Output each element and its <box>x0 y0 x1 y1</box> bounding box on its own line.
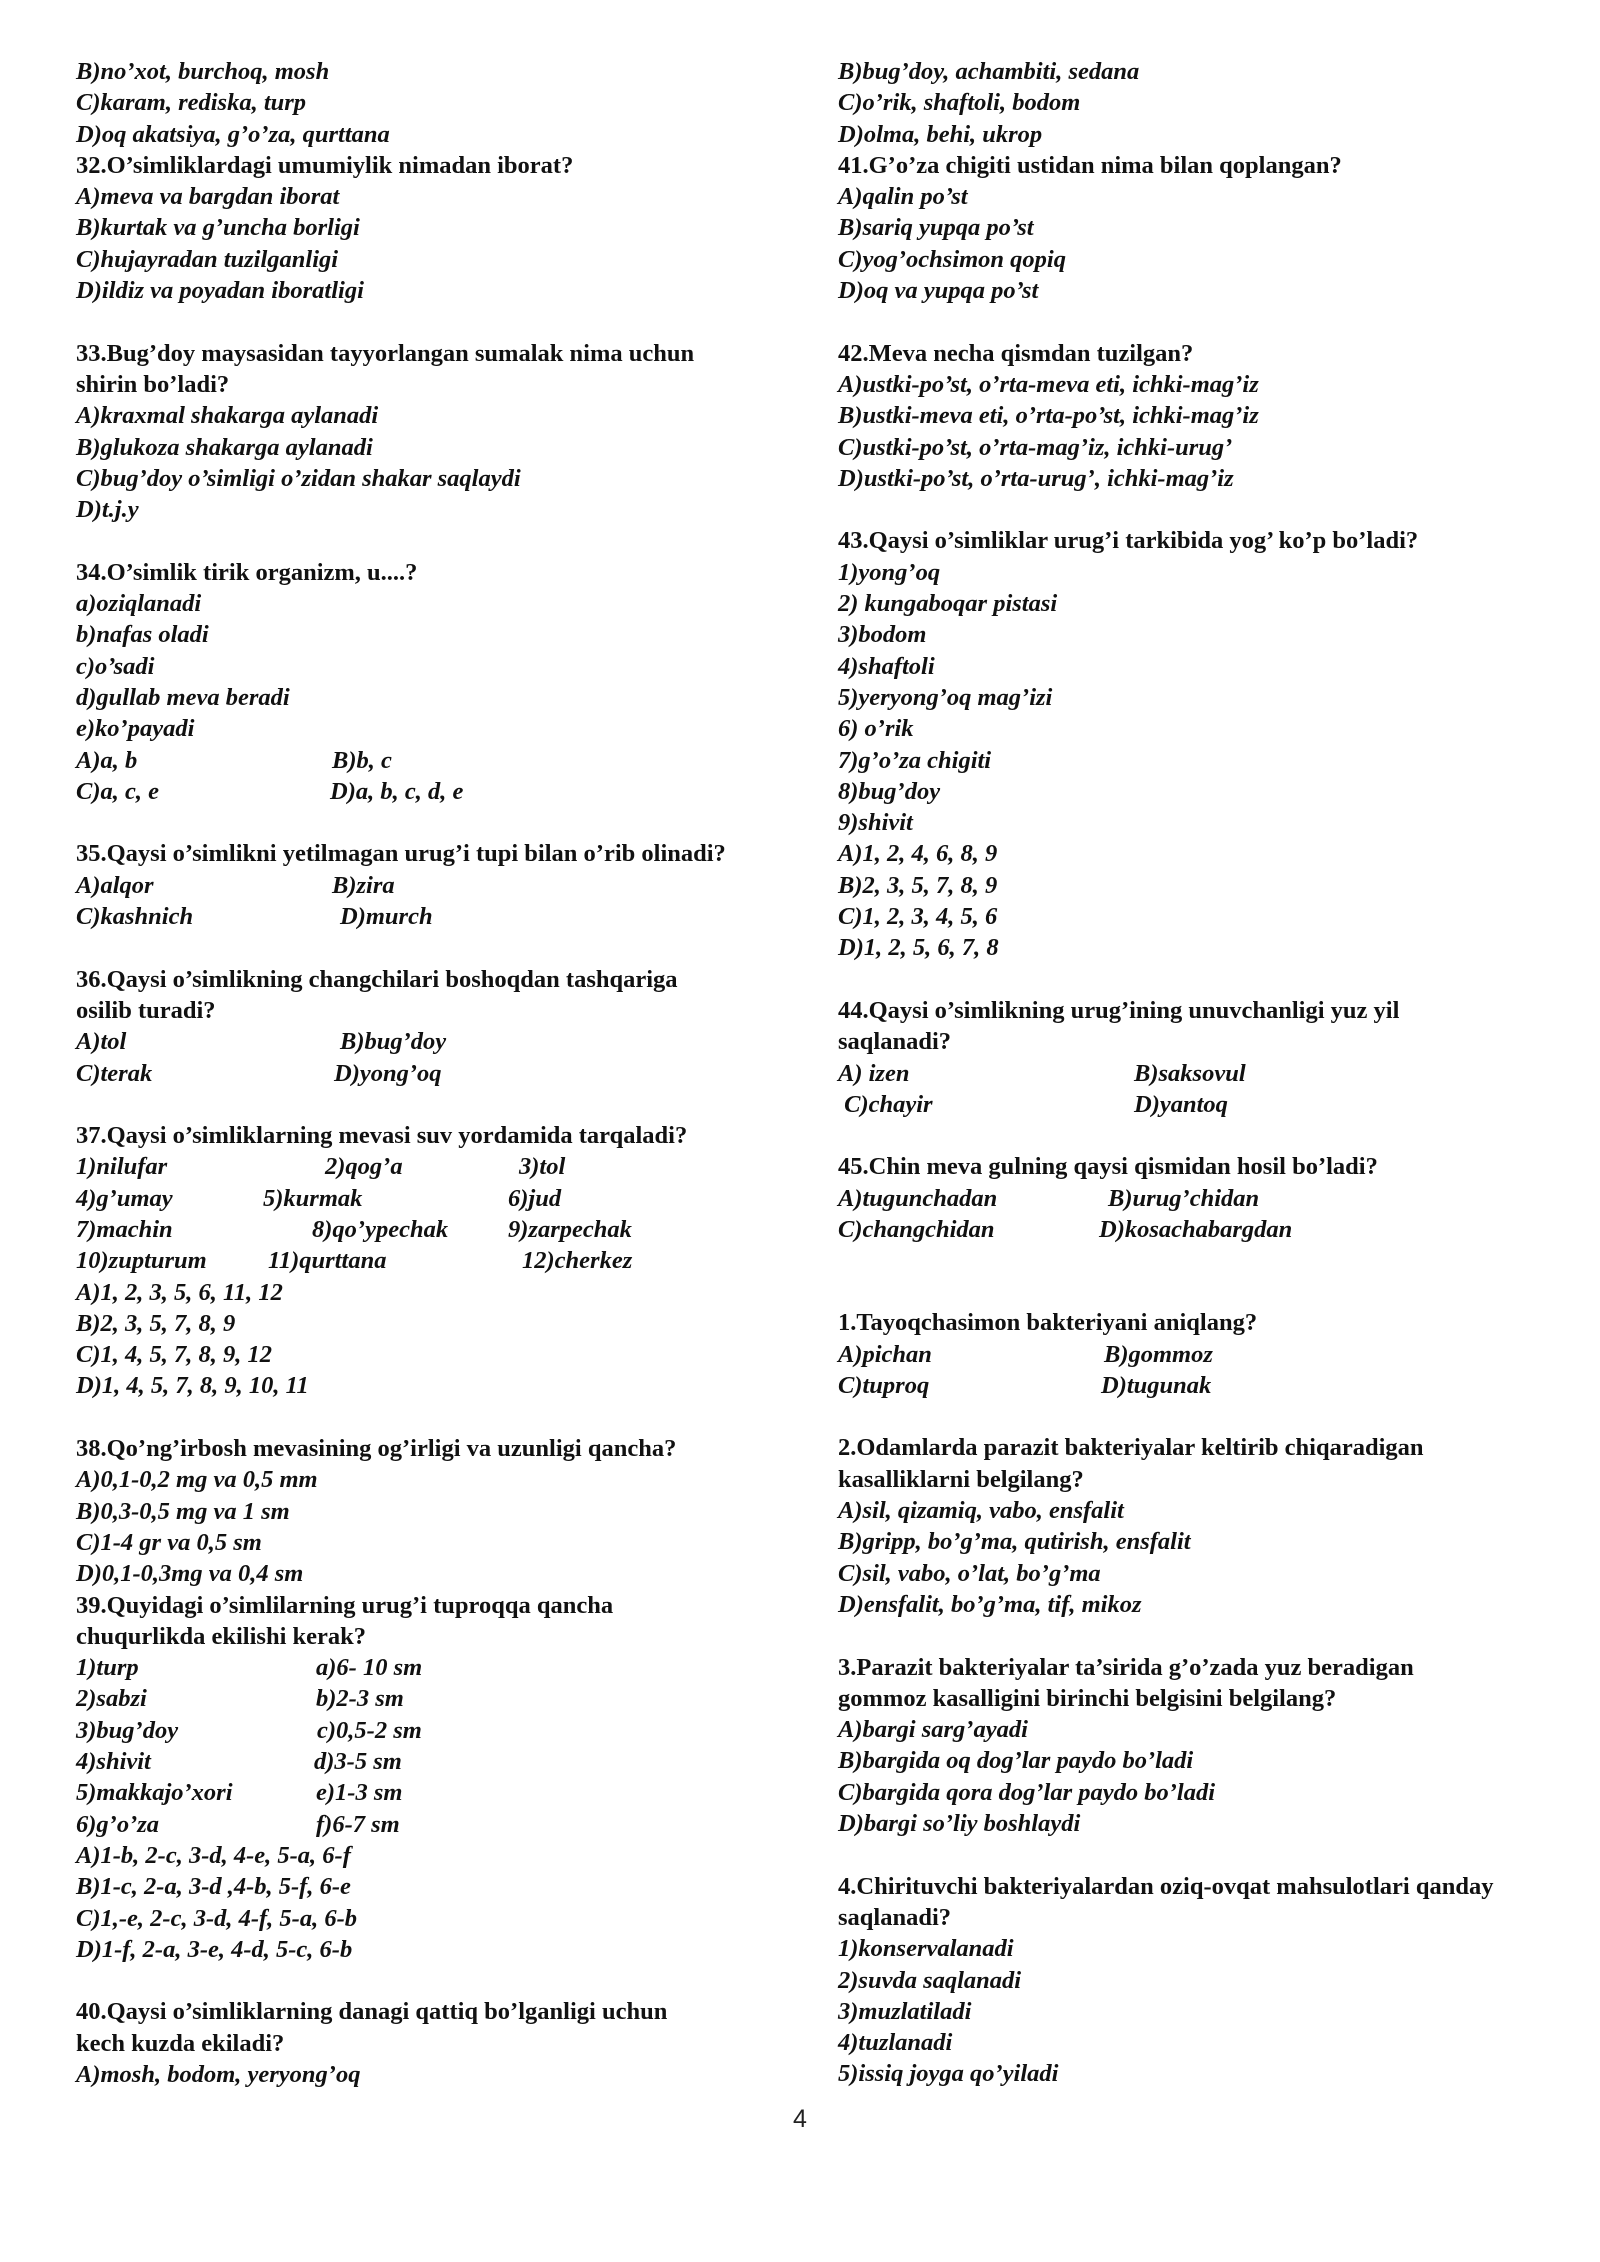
option-line: C)bug’doy o’simligi o’zidan shakar saqlaydi <box>76 464 521 492</box>
option-line: B)2, 3, 5, 7, 8, 9 <box>838 871 998 899</box>
option: B)gommoz <box>1104 1340 1213 1368</box>
option-row <box>76 745 806 776</box>
option: A)alqor <box>76 871 154 899</box>
option-row <box>76 870 806 901</box>
question-b2-cont: kasalliklarni belgilang? <box>838 1465 1084 1493</box>
item-line: e)ko’payadi <box>76 715 195 743</box>
item: 2)qog’a <box>325 1153 403 1181</box>
option-line: C)hujayradan tuzilganligi <box>76 245 339 273</box>
question-40-cont: kech kuzda ekiladi? <box>76 2029 285 2057</box>
item-line: a)oziqlanadi <box>76 590 202 618</box>
option: A) izen <box>838 1059 910 1087</box>
option-line: A)mosh, bodom, yeryong’oq <box>76 2061 361 2088</box>
option: D)murch <box>340 903 433 931</box>
option-line: B)2, 3, 5, 7, 8, 9 <box>76 1309 236 1337</box>
item: b)2-3 sm <box>316 1685 404 1713</box>
option-line: D)olma, behi, ukrop <box>838 120 1043 148</box>
item-line: 1)yong’oq <box>838 558 941 586</box>
question-b4: 4.Chirituvchi bakteriyalardan oziq-ovqat mahsulotlari qanday <box>838 1872 1494 1900</box>
option: B)bug’doy <box>340 1028 447 1056</box>
item: 10)zupturum <box>76 1247 207 1275</box>
item-line: c)o’sadi <box>76 652 155 680</box>
option-line: C)bargida qora dog’lar paydo bo’ladi <box>838 1778 1216 1806</box>
option: B)b, c <box>332 746 392 774</box>
option: D)yong’oq <box>334 1059 442 1087</box>
option-line: D)0,1-0,3mg va 0,4 sm <box>76 1560 304 1588</box>
option: D)tugunak <box>1101 1371 1212 1399</box>
option-line: C)ustki-po’st, o’rta-mag’iz, ichki-urug’ <box>838 433 1233 461</box>
question-44-cont: saqlanadi? <box>838 1028 952 1056</box>
option: C)changchidan <box>838 1215 995 1243</box>
item-row <box>76 1652 806 1683</box>
option: B)saksovul <box>1134 1059 1246 1087</box>
question-41: 41.G’o’za chigiti ustidan nima bilan qoplangan? <box>838 151 1342 179</box>
option-line: B)glukoza shakarga aylanadi <box>76 433 373 461</box>
option: B)urug’chidan <box>1108 1184 1260 1212</box>
option-line: B)gripp, bo’g’ma, qutirish, ensfalit <box>838 1528 1191 1556</box>
item: 6)g’o’za <box>76 1810 160 1838</box>
option-row <box>838 1183 1578 1214</box>
option-row <box>76 776 806 807</box>
question-37: 37.Qaysi o’simliklarning mevasi suv yordamida tarqaladi? <box>76 1122 688 1150</box>
option-row <box>838 1214 1578 1245</box>
item-row <box>76 1183 806 1214</box>
item-line: 2) kungaboqar pistasi <box>838 590 1058 618</box>
item: 1)nilufar <box>76 1153 168 1181</box>
item: e)1-3 sm <box>316 1779 403 1807</box>
item-line: 7)g’o’za chigiti <box>838 746 992 774</box>
option: A)pichan <box>838 1340 932 1368</box>
item: c)0,5-2 sm <box>317 1716 422 1744</box>
option-line: B)bargida oq dog’lar paydo bo’ladi <box>838 1747 1194 1775</box>
option-line: D)ensfalit, bo’g’ma, tif, mikoz <box>838 1590 1142 1618</box>
right-column <box>838 56 1578 2090</box>
item: 9)zarpechak <box>508 1215 632 1243</box>
option-line: C)1-4 gr va 0,5 sm <box>76 1528 262 1556</box>
option: D)yantoq <box>1134 1090 1228 1118</box>
option-line: B)kurtak va g’uncha borligi <box>76 214 360 242</box>
option-line: B)ustki-meva eti, o’rta-po’st, ichki-mag’iz <box>838 402 1259 430</box>
question-33: 33.Bug’doy maysasidan tayyorlangan sumalak nima uchun <box>76 339 695 367</box>
option-row <box>76 1026 806 1057</box>
item: 5)makkajo’xori <box>76 1779 233 1807</box>
item: 6)jud <box>508 1184 562 1212</box>
option-line: D)1-f, 2-a, 3-e, 4-d, 5-c, 6-b <box>76 1935 353 1963</box>
item: 2)sabzi <box>76 1685 147 1713</box>
page-number: 4 <box>793 2105 807 2133</box>
option-line: D)oq akatsiya, g’o’za, qurttana <box>76 120 390 148</box>
item-row <box>76 1683 806 1714</box>
item: 3)bug’doy <box>76 1716 179 1744</box>
item-line: 6) o’rik <box>838 715 914 743</box>
item: d)3-5 sm <box>314 1748 402 1776</box>
option-line: C)karam, rediska, turp <box>76 89 307 117</box>
item: 3)tol <box>519 1153 566 1181</box>
item-row <box>76 1151 806 1182</box>
item-line: 9)shivit <box>838 809 913 837</box>
question-35: 35.Qaysi o’simlikni yetilmagan urug’i tupi bilan o’rib olinadi? <box>76 840 726 868</box>
question-36: 36.Qaysi o’simlikning changchilari boshoqdan tashqariga <box>76 965 678 993</box>
option: A)a, b <box>76 746 138 774</box>
item-line: 5)yeryong’oq mag’izi <box>838 683 1053 711</box>
item: f)6-7 sm <box>316 1810 400 1838</box>
question-39-cont: chuqurlikda ekilishi kerak? <box>76 1622 367 1650</box>
option-line: A)sil, qizamiq, vabo, ensfalit <box>838 1497 1124 1525</box>
item-line: 5)issiq joyga qo’yiladi <box>838 2060 1059 2088</box>
option-line: B)0,3-0,5 mg va 1 sm <box>76 1497 290 1525</box>
option-row <box>76 901 806 932</box>
option-line: C)1, 2, 3, 4, 5, 6 <box>838 903 998 931</box>
item: 5)kurmak <box>263 1184 363 1212</box>
option: B)zira <box>332 871 395 899</box>
item: 7)machin <box>76 1215 173 1243</box>
option-line: B)1-c, 2-a, 3-d ,4-b, 5-f, 6-e <box>76 1873 351 1901</box>
option-line: C)1,-e, 2-c, 3-d, 4-f, 5-a, 6-b <box>76 1904 357 1932</box>
question-45: 45.Chin meva gulning qaysi qismidan hosil bo’ladi? <box>838 1153 1378 1181</box>
item-line: b)nafas oladi <box>76 621 209 649</box>
option-line: B)bug’doy, achambiti, sedana <box>838 58 1140 85</box>
question-b3: 3.Parazit bakteriyalar ta’sirida g’o’zada yuz beradigan <box>838 1653 1414 1681</box>
option: D)a, b, c, d, e <box>330 777 464 805</box>
option-line: D)ustki-po’st, o’rta-urug’, ichki-mag’iz <box>838 464 1234 492</box>
item: 1)turp <box>76 1654 139 1682</box>
left-column <box>76 56 806 2090</box>
option: C)kashnich <box>76 903 194 931</box>
option-line: C)sil, vabo, o’lat, bo’g’ma <box>838 1559 1101 1587</box>
question-b2: 2.Odamlarda parazit bakteriyalar keltirib chiqaradigan <box>838 1434 1424 1462</box>
option-line: B)no’xot, burchoq, mosh <box>76 58 330 85</box>
question-44: 44.Qaysi o’simlikning urug’ining unuvchanligi yuz yil <box>838 996 1400 1024</box>
item-row <box>76 1245 806 1276</box>
option-line: A)meva va bargdan iborat <box>76 183 340 211</box>
item: 12)cherkez <box>522 1247 633 1275</box>
option-line: D)1, 4, 5, 7, 8, 9, 10, 11 <box>76 1372 309 1400</box>
option-line: C)1, 4, 5, 7, 8, 9, 12 <box>76 1341 272 1369</box>
item-line: 4)shaftoli <box>838 652 935 680</box>
option-line: C)o’rik, shaftoli, bodom <box>838 89 1081 117</box>
option-row <box>838 1339 1578 1370</box>
item-line: 4)tuzlanadi <box>838 2029 953 2057</box>
item-row <box>76 1809 806 1840</box>
item-line: d)gullab meva beradi <box>76 683 290 711</box>
option-row <box>838 1058 1578 1089</box>
option-line: A)ustki-po’st, o’rta-meva eti, ichki-mag’iz <box>838 370 1259 398</box>
question-36-cont: osilib turadi? <box>76 996 216 1024</box>
question-33-cont: shirin bo’ladi? <box>76 370 230 398</box>
option-line: A)1, 2, 3, 5, 6, 11, 12 <box>76 1278 283 1306</box>
item-line: 3)bodom <box>838 621 927 649</box>
option: C)chayir <box>838 1090 933 1118</box>
item: 4)g’umay <box>76 1184 173 1212</box>
option-line: A)1, 2, 4, 6, 8, 9 <box>838 840 998 868</box>
option: D)kosachabargdan <box>1099 1215 1293 1243</box>
option-line: A)1-b, 2-c, 3-d, 4-e, 5-a, 6-f <box>76 1841 351 1869</box>
option-line: B)sariq yupqa po’st <box>838 214 1034 242</box>
item: 11)qurttana <box>268 1247 387 1275</box>
option-row <box>838 1370 1578 1401</box>
option: C)a, c, e <box>76 777 159 805</box>
item-row <box>76 1214 806 1245</box>
option-line: A)kraxmal shakarga aylanadi <box>76 402 379 430</box>
item-row <box>76 1746 806 1777</box>
question-38: 38.Qo’ng’irbosh mevasining og’irligi va uzunligi qancha? <box>76 1435 677 1463</box>
question-39: 39.Quyidagi o’simlilarning urug’i tuproqqa qancha <box>76 1591 614 1619</box>
option-line: A)bargi sarg’ayadi <box>838 1716 1028 1744</box>
option-line: D)oq va yupqa po’st <box>838 277 1039 305</box>
option-line: D)1, 2, 5, 6, 7, 8 <box>838 934 999 962</box>
item: a)6- 10 sm <box>316 1654 423 1682</box>
option: C)terak <box>76 1059 153 1087</box>
question-40: 40.Qaysi o’simliklarning danagi qattiq bo’lganligi uchun <box>76 1998 668 2026</box>
option: A)tugunchadan <box>838 1184 998 1212</box>
option-line: D)bargi so’liy boshlaydi <box>838 1810 1081 1838</box>
question-32: 32.O’simliklardagi umumiylik nimadan iborat? <box>76 151 574 179</box>
item-row <box>76 1715 806 1746</box>
item-line: 8)bug’doy <box>838 777 941 805</box>
option-line: A)0,1-0,2 mg va 0,5 mm <box>76 1466 318 1494</box>
item-line: 2)suvda saqlanadi <box>838 1966 1022 1994</box>
option: C)tuproq <box>838 1371 930 1399</box>
item-line: 1)konservalanadi <box>838 1935 1014 1963</box>
option-line: C)yog’ochsimon qopiq <box>838 245 1066 273</box>
question-43: 43.Qaysi o’simliklar urug’i tarkibida yog’ ko’p bo’ladi? <box>838 527 1419 555</box>
option-line: D)ildiz va poyadan iboratligi <box>76 277 364 305</box>
item: 8)qo’ypechak <box>312 1215 449 1243</box>
question-b4-cont: saqlanadi? <box>838 1903 952 1931</box>
item-line: 3)muzlatiladi <box>838 1997 972 2025</box>
option-line: A)qalin po’st <box>838 183 968 211</box>
question-42: 42.Meva necha qismdan tuzilgan? <box>838 339 1194 367</box>
option-line: D)t.j.y <box>76 496 139 524</box>
item-row <box>76 1777 806 1808</box>
option: A)tol <box>76 1028 127 1056</box>
question-34: 34.O’simlik tirik organizm, u....? <box>76 558 418 586</box>
question-b1: 1.Tayoqchasimon bakteriyani aniqlang? <box>838 1309 1258 1337</box>
question-b3-cont: gommoz kasalligini birinchi belgisini belgilang? <box>838 1684 1337 1712</box>
option-row <box>76 1058 806 1089</box>
option-row <box>838 1089 1578 1120</box>
item: 4)shivit <box>76 1748 151 1776</box>
